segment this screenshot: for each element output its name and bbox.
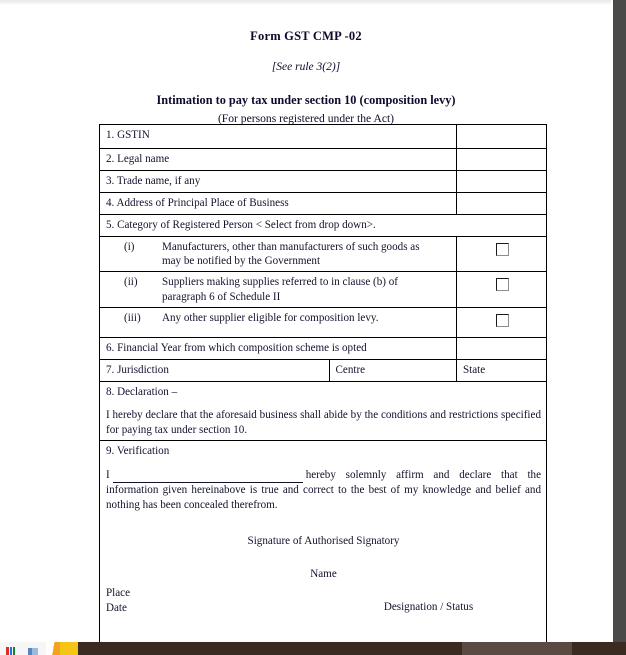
form-subject: Intimation to pay tax under section 10 (composition levy)	[156, 93, 456, 107]
verification-name-input[interactable]	[113, 472, 303, 483]
trade-name-label: 3. Trade name, if any	[100, 171, 457, 193]
declaration-heading: 8. Declaration –	[106, 385, 178, 398]
trade-name-input[interactable]	[457, 171, 547, 193]
verification-footer	[106, 586, 541, 616]
jurisdiction-label: 7. Jurisdiction	[100, 359, 330, 381]
table-row-gstin	[100, 125, 547, 149]
jurisdiction-state[interactable]: State	[457, 359, 547, 381]
form-subject-note: (For persons registered under the Act)	[217, 112, 395, 125]
jurisdiction-centre[interactable]: Centre	[329, 359, 457, 381]
verification-cell	[100, 440, 547, 655]
verification-body	[106, 468, 541, 512]
address-input[interactable]	[457, 193, 547, 215]
place-date-block	[106, 586, 316, 616]
category-option-3-text: Any other supplier eligible for composition levy.	[162, 311, 379, 324]
checkbox-icon[interactable]	[496, 314, 509, 327]
category-option-2-cell	[100, 272, 457, 307]
form-table	[99, 124, 547, 655]
verification-lead: I	[106, 469, 110, 482]
address-label: 4. Address of Principal Place of Business	[100, 193, 457, 215]
file-explorer-icon[interactable]	[28, 648, 38, 655]
table-row-category-option-3	[100, 307, 547, 337]
table-row-address	[100, 193, 547, 215]
table-row-category-option-2	[100, 272, 547, 307]
table-row-jurisdiction	[100, 359, 547, 381]
document-header	[0, 29, 612, 125]
table-row-category-option-1	[100, 237, 547, 272]
legal-name-input[interactable]	[457, 149, 547, 171]
financial-year-label: 6. Financial Year from which composition scheme is opted	[100, 337, 457, 359]
document-page	[0, 5, 612, 642]
gstin-label: 1. GSTIN	[100, 125, 457, 149]
category-label[interactable]: 5. Category of Registered Person < Select from drop down>.	[100, 215, 547, 237]
folder-icon-highlight[interactable]	[60, 642, 78, 655]
table-row-declaration	[100, 381, 547, 440]
os-taskbar[interactable]	[0, 642, 626, 655]
category-option-3-cell	[100, 307, 457, 337]
table-row-verification	[100, 440, 547, 655]
declaration-body: I hereby declare that the aforesaid business shall abide by the conditions and restrictions specified for paying tax under section 10.	[106, 409, 541, 436]
verification-heading: 9. Verification	[106, 444, 170, 457]
table-row-financial-year	[100, 337, 547, 359]
category-option-1-text: Manufacturers, other than manufacturers of such goods as may be notified by the Government	[162, 241, 420, 268]
designation-label: Designation / Status	[383, 600, 474, 613]
table-row-category-header	[100, 215, 547, 237]
category-option-2-text: Suppliers making supplies referred to in clause (b) of paragraph 6 of Schedule II	[162, 276, 398, 303]
checkbox-icon[interactable]	[496, 278, 509, 291]
category-option-2-roman: (ii)	[124, 276, 138, 289]
date-label: Date	[106, 601, 127, 614]
checkbox-icon[interactable]	[496, 243, 509, 256]
category-option-1-checkbox-cell[interactable]	[457, 237, 547, 272]
signature-label: Signature of Authorised Signatory	[247, 535, 400, 548]
signatory-name-label: Name	[310, 567, 337, 580]
viewer-right-edge	[613, 0, 626, 642]
verification-body-text: hereby solemnly affirm and declare that the information given hereinabove is true and correct to the best of my knowledge and belief and nothing has been concealed therefrom.	[106, 469, 541, 511]
category-option-1-cell	[100, 237, 457, 272]
table-row-trade-name	[100, 171, 547, 193]
table-row-legal-name	[100, 149, 547, 171]
legal-name-label: 2. Legal name	[100, 149, 457, 171]
form-title: Form GST CMP -02	[250, 29, 362, 43]
rule-reference: [See rule 3(2)]	[271, 61, 341, 73]
financial-year-input[interactable]	[457, 337, 547, 359]
category-option-3-checkbox-cell[interactable]	[457, 307, 547, 337]
category-option-1-roman: (i)	[124, 241, 135, 253]
category-option-3-roman: (iii)	[124, 311, 141, 324]
chrome-icon[interactable]	[6, 647, 15, 655]
place-label: Place	[106, 586, 131, 599]
taskbar-window-button[interactable]	[462, 642, 572, 655]
category-option-2-checkbox-cell[interactable]	[457, 272, 547, 307]
declaration-cell	[100, 381, 547, 440]
gstin-input[interactable]	[457, 125, 547, 149]
